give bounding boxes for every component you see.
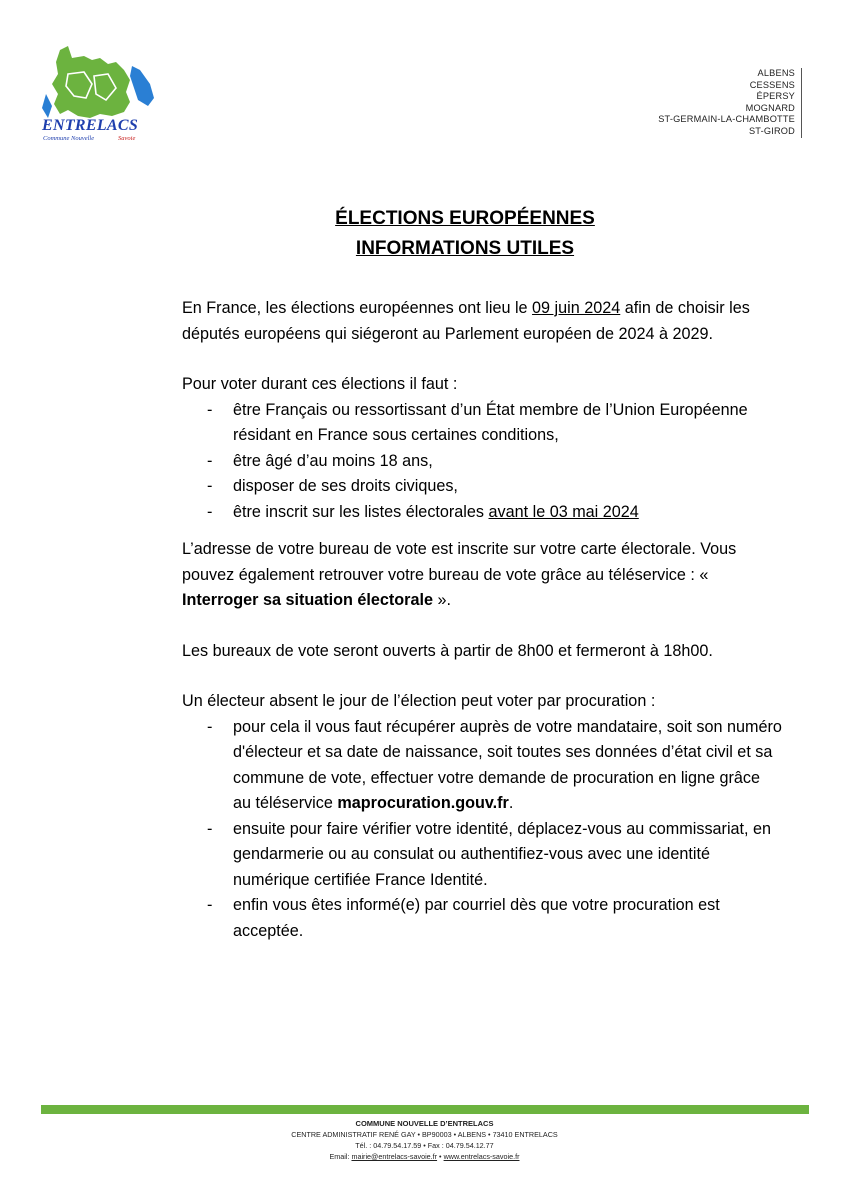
- list-item: - être Français ou ressortissant d’un État membre de l’Union Européenne résidant en France sous certaines conditions,: [182, 398, 782, 449]
- hours-paragraph: Les bureaux de vote seront ouverts à partir de 8h00 et fermeront à 18h00.: [182, 641, 713, 660]
- footer-address: CENTRE ADMINISTRATIF RENÉ GAY • BP90003 • ALBENS • 73410 ENTRELACS: [291, 1130, 558, 1139]
- procuration-list: [182, 715, 782, 945]
- entrelacs-logo: [38, 44, 160, 148]
- document-body: [182, 296, 782, 944]
- list-item-text: pour cela il vous faut récupérer auprès de votre mandataire, soit son numéro d'électeur et sa date de naissance, soit toutes ses données d’état civil et sa commune de vote, effectuer votre demande de procuration en ligne grâce au téléservice: [233, 717, 782, 812]
- intro-text: En France, les élections européennes ont lieu le: [182, 299, 533, 317]
- page-title: [0, 204, 849, 264]
- intro-text-end: afin de choisir les députés européens qui siégeront au Parlement européen de 2024 à 2029.: [182, 299, 750, 343]
- list-item: - enfin vous êtes informé(e) par courriel dès que votre procuration est acceptée.: [182, 893, 782, 944]
- conditions-list: [182, 398, 782, 526]
- footer-email-label: Email:: [329, 1152, 352, 1161]
- logo-name: ENTRELACS: [42, 117, 139, 134]
- village-item: MOGNARD: [745, 102, 795, 113]
- footer-contact: [0, 1151, 849, 1162]
- village-item: ALBENS: [757, 68, 795, 78]
- list-item: - être âgé d’au moins 18 ans,: [182, 449, 782, 475]
- teleservice-link[interactable]: Interroger sa situation électorale: [182, 591, 433, 609]
- title-line-2: INFORMATIONS UTILES: [355, 238, 575, 259]
- villages-list: [658, 68, 802, 138]
- village-item: CESSENS: [749, 79, 795, 90]
- list-item: [182, 500, 782, 526]
- registration-deadline: avant le 03 mai 2024: [488, 502, 639, 521]
- village-item: ST-GIROD: [748, 125, 795, 136]
- footer-phone: Tél. : 04.79.54.17.59 • Fax : 04.79.54.12.77: [355, 1141, 494, 1150]
- footer-email-link[interactable]: mairie@entrelacs-savoie.fr: [351, 1152, 438, 1161]
- bureau-paragraph: [182, 537, 782, 614]
- intro-paragraph: [182, 296, 782, 347]
- footer-divider: [41, 1105, 809, 1114]
- village-item: ST-GERMAIN-LA-CHAMBOTTE: [658, 114, 795, 125]
- list-item: [182, 715, 782, 817]
- title-line-1: ÉLECTIONS EUROPÉENNES: [335, 208, 595, 229]
- list-item: - disposer de ses droits civiques,: [182, 474, 782, 500]
- conditions-lead: Pour voter durant ces élections il faut :: [182, 375, 458, 393]
- procuration-lead: Un électeur absent le jour de l’élection peut voter par procuration :: [182, 692, 656, 710]
- bureau-text-end: ».: [433, 591, 451, 609]
- footer-org: COMMUNE NOUVELLE D’ENTRELACS: [355, 1119, 494, 1128]
- footer-website-link[interactable]: www.entrelacs-savoie.fr: [443, 1152, 520, 1161]
- list-item-text: être inscrit sur les listes électorales: [233, 502, 489, 521]
- list-item-end: .: [508, 794, 514, 812]
- election-date: 09 juin 2024: [532, 299, 621, 317]
- logo-region: Savoie: [118, 135, 136, 142]
- village-item: ÉPERSY: [756, 91, 795, 102]
- footer: [0, 1118, 849, 1162]
- logo-subtitle: Commune Nouvelle: [43, 135, 95, 142]
- footer-separator: •: [437, 1152, 444, 1161]
- bureau-text: L’adresse de votre bureau de vote est inscrite sur votre carte électorale. Vous pouvez également retrouver votre bureau de vote grâce au téléservice : «: [182, 540, 737, 584]
- maprocuration-link[interactable]: maprocuration.gouv.fr: [337, 794, 509, 812]
- list-item: - ensuite pour faire vérifier votre identité, déplacez-vous au commissariat, en gendarmerie ou au consulat ou authentifiez-vous avec une identité numérique certifiée France Identité.: [182, 817, 782, 894]
